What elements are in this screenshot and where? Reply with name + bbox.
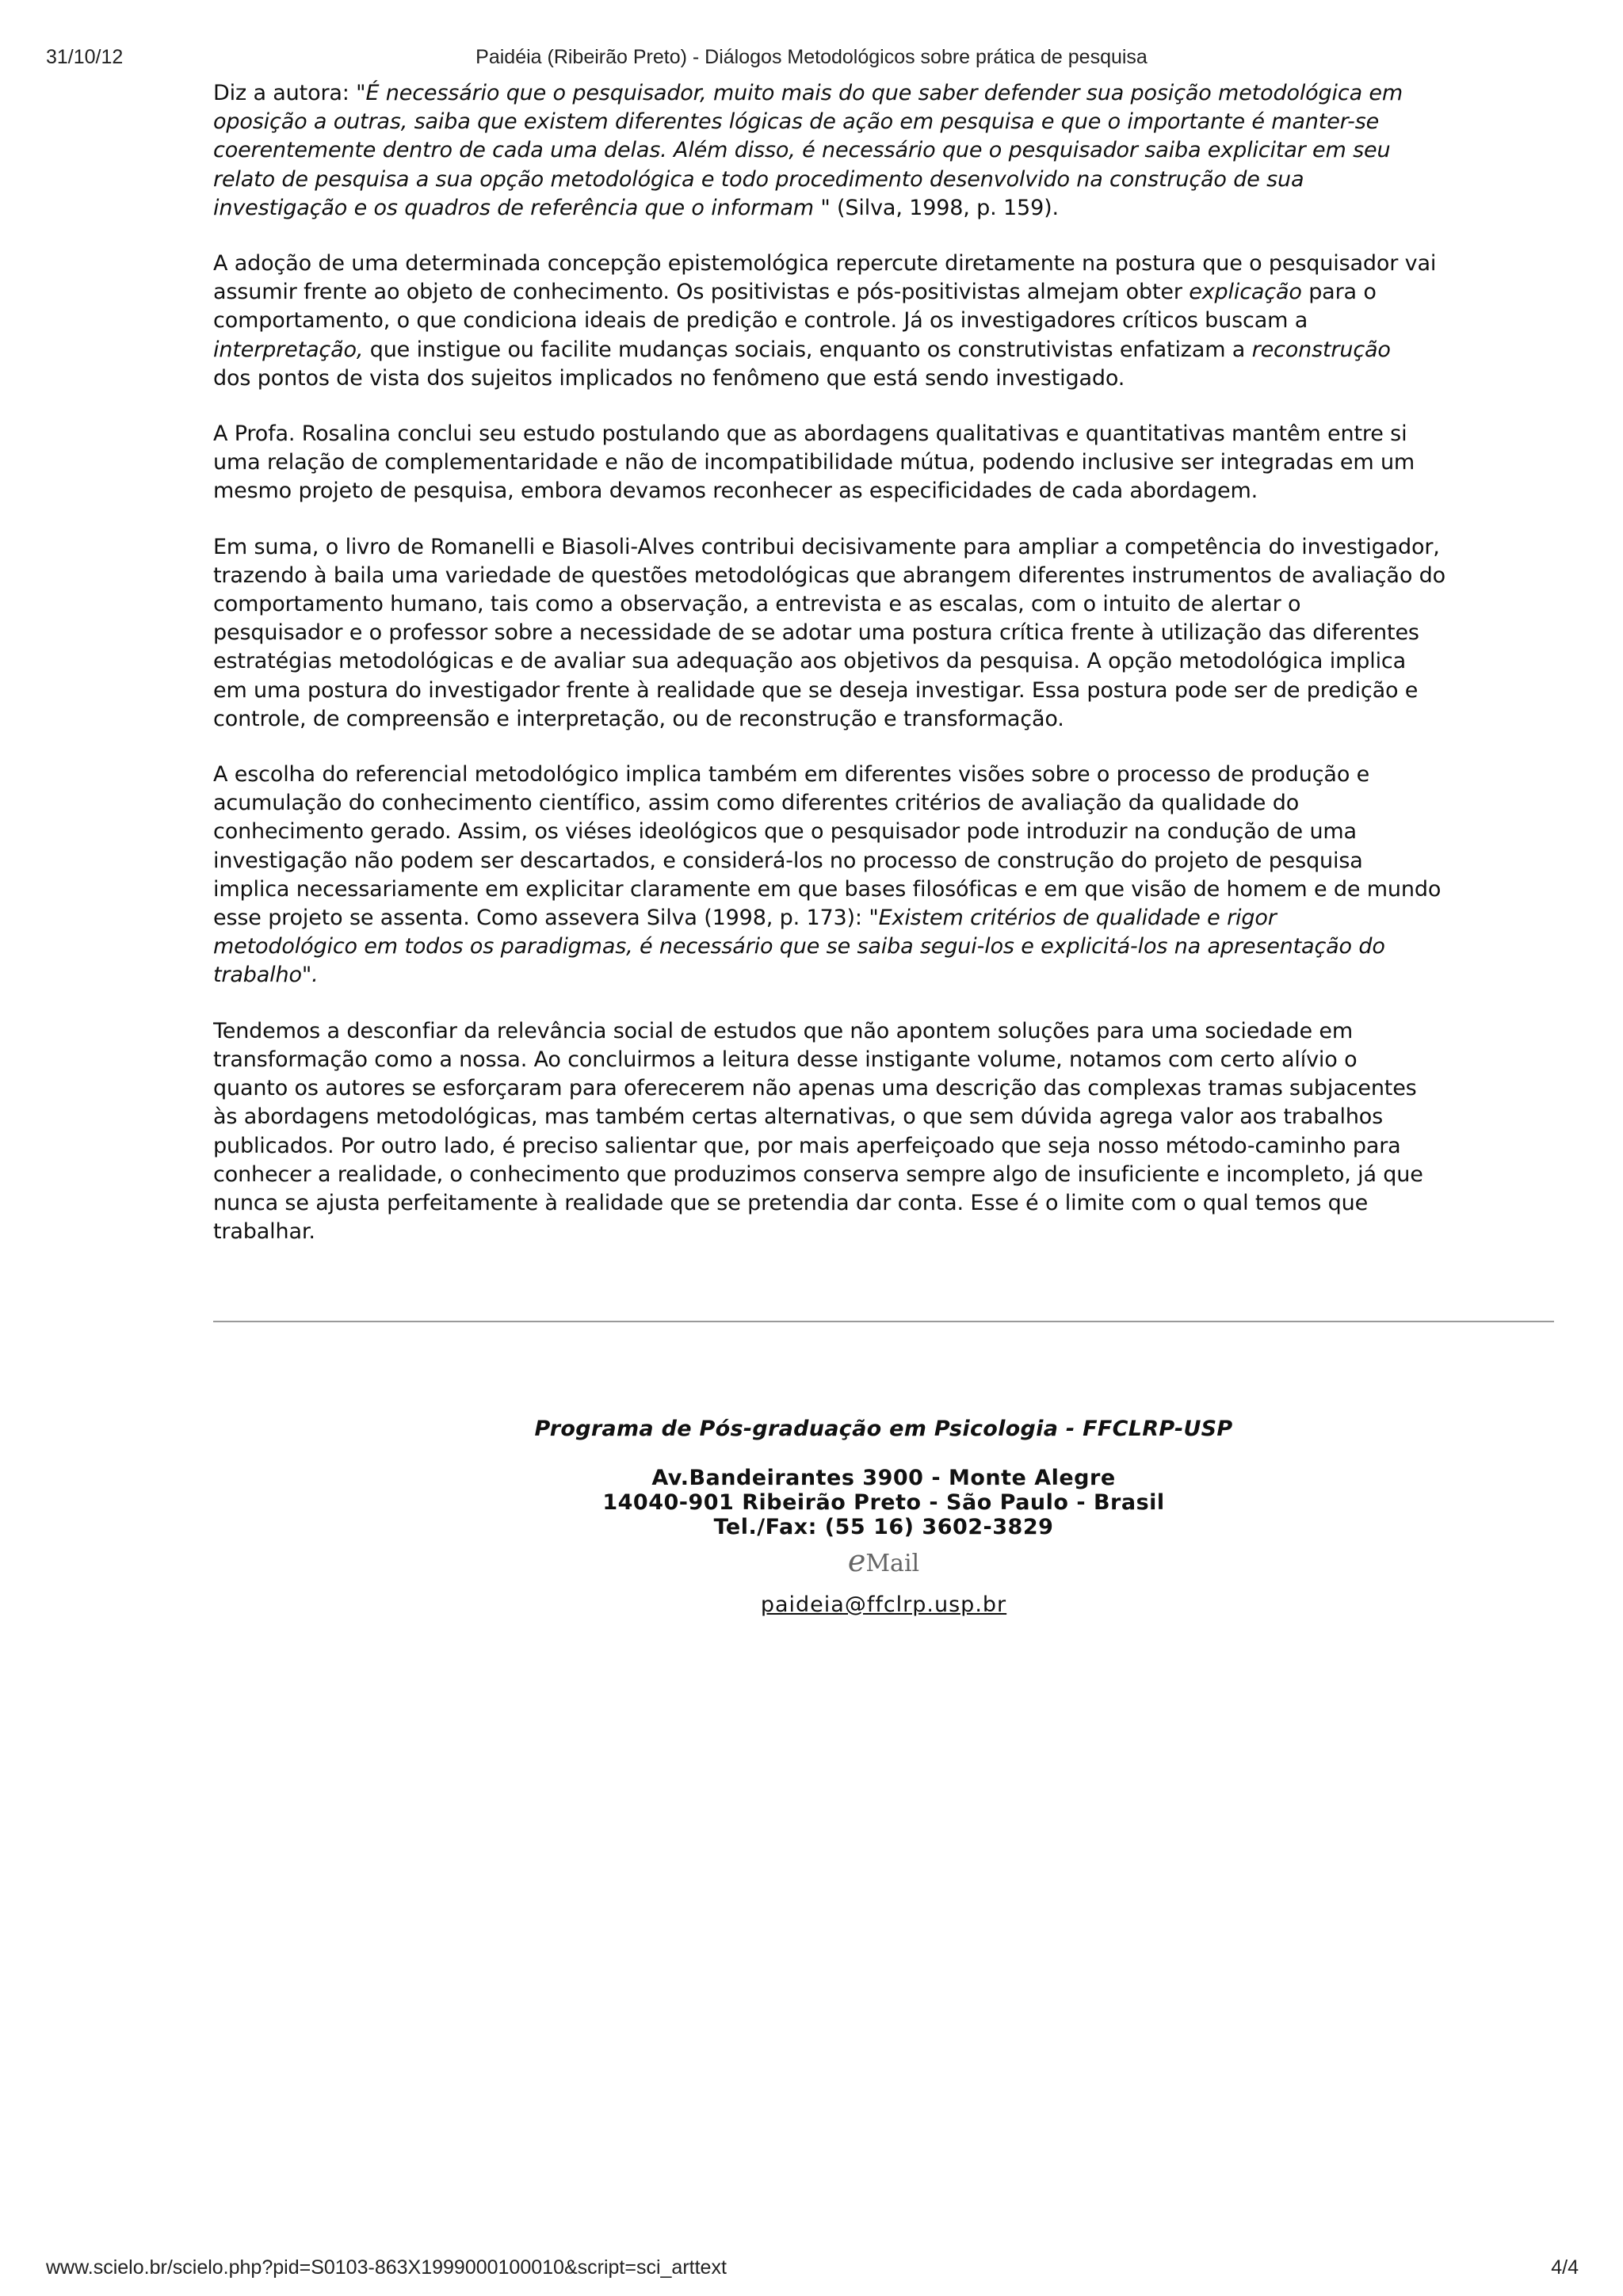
- email-icon[interactable]: eMail: [847, 1543, 920, 1578]
- text-run: que instigue ou facilite mudanças sociais, enquanto os construtivistas enfatizam a: [363, 337, 1252, 362]
- address-city: 14040-901 Ribeirão Preto - São Paulo - Brasil: [602, 1490, 1165, 1515]
- text-run: trabalhar.: [213, 1219, 315, 1245]
- email-link[interactable]: paideia@ffclrp.usp.br: [760, 1592, 1007, 1617]
- text-run: estratégias metodológicas e de avaliar sua adequação aos objetivos da pesquisa. A opção metodológica implica: [213, 649, 1407, 674]
- text-line: [213, 620, 1419, 645]
- text-run: esse projeto se assenta. Como assevera Silva (1998, p. 173):: [213, 906, 869, 931]
- text-run: em uma postura do investigador frente à realidade que se deseja investigar. Essa postura pode ser de predição e: [213, 677, 1419, 703]
- text-run: às abordagens metodológicas, mas também certas alternativas, o que sem dúvida agrega valor aos trabalhos: [213, 1104, 1384, 1130]
- text-run: conhecer a realidade, o conhecimento que produzimos conserva sempre algo de insuficiente e incompleto, já que: [213, 1161, 1423, 1187]
- text-run: controle, de compreensão e interpretação, ou de reconstrução e transformação.: [213, 706, 1064, 731]
- text-line: [213, 1047, 1357, 1072]
- paragraph: [213, 1017, 1554, 1247]
- text-run: acumulação do conhecimento científico, assim como diferentes critérios de avaliação da qualidade do: [213, 791, 1300, 816]
- italic-text: trabalho".: [213, 963, 319, 988]
- text-line: [213, 167, 1304, 192]
- text-line: [213, 819, 1357, 844]
- text-line: [213, 81, 1403, 105]
- text-line: [213, 280, 1377, 304]
- text-line: [213, 707, 1064, 731]
- italic-text: "É necessário que o pesquisador, muito mais do que saber defender sua posição metodológica em: [356, 81, 1403, 105]
- text-run: investigação não podem ser descartados, e considerá-los no processo de construção do projeto de pesquisa: [213, 848, 1363, 873]
- text-line: [213, 563, 1445, 588]
- text-run: comportamento, o que condiciona ideais de predição e controle. Já os investigadores críticos buscam a: [213, 308, 1308, 334]
- text-run: quanto os autores se esforçaram para oferecerem não apenas uma descrição das complexas tramas subjacentes: [213, 1076, 1417, 1101]
- text-line: [213, 138, 1390, 162]
- text-line: [213, 849, 1363, 873]
- text-line: [213, 649, 1406, 673]
- text-line: [213, 421, 1407, 446]
- phone-fax: Tel./Fax: (55 16) 3602-3829: [713, 1515, 1054, 1539]
- text-line: [213, 1162, 1423, 1187]
- text-line: [213, 934, 1385, 959]
- text-run: A escolha do referencial metodológico implica também em diferentes visões sobre o processo de produção e: [213, 762, 1370, 788]
- text-line: [213, 762, 1369, 787]
- program-name: Programa de Pós-graduação em Psicologia - FFCLRP-USP: [534, 1417, 1233, 1441]
- text-run: conhecimento gerado. Assim, os viéses ideológicos que o pesquisador pode introduzir na condução de uma: [213, 819, 1357, 845]
- text-run: dos pontos de vista dos sujeitos implicados no fenômeno que está sendo investigado.: [213, 365, 1125, 391]
- text-line: [213, 535, 1440, 559]
- text-line: [213, 1104, 1383, 1129]
- text-line: [213, 196, 1059, 220]
- text-run: transformação como a nossa. Ao concluirmos a leitura desse instigante volume, notamos com certo alívio o: [213, 1047, 1358, 1072]
- text-run: trazendo à baila uma variedade de questões metodológicas que abrangem diferentes instrumentos de avaliação do: [213, 563, 1445, 588]
- italic-text: interpretação,: [213, 337, 364, 362]
- paragraph: [213, 420, 1554, 506]
- text-line: [213, 366, 1125, 391]
- text-run: assumir frente ao objeto de conhecimento. Os positivistas e pós-positivistas almejam obter: [213, 280, 1190, 305]
- text-run: Em suma, o livro de Romanelli e Biasoli-Alves contribui decisivamente para ampliar a competência do investigador,: [213, 534, 1440, 559]
- text-line: [213, 877, 1441, 902]
- text-line: [213, 1076, 1417, 1100]
- text-line: [213, 906, 1277, 930]
- text-line: [213, 109, 1379, 134]
- text-line: [213, 1219, 315, 1244]
- text-run: mesmo projeto de pesquisa, embora devamos reconhecer as especificidades de cada abordagem.: [213, 479, 1258, 504]
- print-page-number: 4/4: [1551, 2256, 1579, 2279]
- text-line: [213, 1134, 1401, 1158]
- text-line: [213, 479, 1258, 503]
- text-run: A adoção de uma determinada concepção epistemológica repercute diretamente na postura que o pesquisador vai: [213, 251, 1437, 277]
- italic-text: metodológico em todos os paradigmas, é necessário que se saiba segui-los e explicitá-los na apresentação do: [213, 934, 1385, 959]
- paragraph: [213, 250, 1554, 393]
- text-run: nunca se ajusta perfeitamente à realidade que se pretendia dar conta. Esse é o limite com o qual temos que: [213, 1190, 1369, 1215]
- italic-text: reconstrução: [1251, 337, 1391, 362]
- text-run: uma relação de complementaridade e não de incompatibilidade mútua, podendo inclusive ser integradas em um: [213, 450, 1415, 475]
- paragraph: [213, 761, 1554, 990]
- text-line: [213, 678, 1418, 703]
- text-line: [213, 338, 1391, 362]
- address-block: [213, 1466, 1554, 1539]
- text-line: [213, 963, 319, 987]
- text-line: [213, 1191, 1368, 1215]
- paragraph: [213, 79, 1554, 223]
- italic-text: explicação: [1189, 280, 1302, 305]
- text-run: publicados. Por outro lado, é preciso salientar que, por mais aperfeiçoado que seja nosso método-caminho para: [213, 1133, 1401, 1158]
- italic-text: oposição a outras, saiba que existem diferentes lógicas de ação em pesquisa e que o importante é manter-se: [213, 109, 1380, 135]
- italic-text: "Existem critérios de qualidade e rigor: [869, 906, 1277, 931]
- text-run: Tendemos a desconfiar da relevância social de estudos que não apontem soluções para uma sociedade em: [213, 1018, 1354, 1043]
- text-run: implica necessariamente em explicitar claramente em que bases filosóficas e em que visão de homem e de mundo: [213, 876, 1442, 902]
- text-run: " (Silva, 1998, p. 159).: [820, 195, 1059, 220]
- text-line: [213, 592, 1300, 616]
- text-run: Diz a autora:: [213, 81, 357, 105]
- print-page-title: Paidéia (Ribeirão Preto) - Diálogos Metodológicos sobre prática de pesquisa: [475, 46, 1148, 68]
- print-source-url: www.scielo.br/scielo.php?pid=S0103-863X1999000100010&script=sci_arttext: [46, 2256, 727, 2279]
- text-line: [213, 251, 1436, 276]
- italic-text: coerentemente dentro de cada uma delas. Além disso, é necessário que o pesquisador saiba explicitar em seu: [213, 138, 1391, 163]
- text-run: pesquisador e o professor sobre a necessidade de se adotar uma postura crítica frente à utilização das diferentes: [213, 620, 1419, 646]
- footer-divider: [213, 1321, 1554, 1322]
- print-date: 31/10/12: [46, 46, 124, 68]
- text-line: [213, 450, 1415, 475]
- italic-text: investigação e os quadros de referência que o informam: [213, 195, 821, 220]
- article-body: [213, 79, 1554, 1273]
- text-line: [213, 1019, 1353, 1043]
- address-street: Av.Bandeirantes 3900 - Monte Alegre: [651, 1466, 1116, 1490]
- italic-text: relato de pesquisa a sua opção metodológica e todo procedimento desenvolvido na construção de sua: [213, 166, 1304, 192]
- text-run: para o: [1301, 280, 1377, 305]
- text-line: [213, 791, 1299, 815]
- text-line: [213, 308, 1308, 333]
- text-run: comportamento humano, tais como a observação, a entrevista e as escalas, com o intuito de alertar o: [213, 592, 1301, 617]
- text-run: A Profa. Rosalina conclui seu estudo postulando que as abordagens qualitativas e quantitativas mantêm entre si: [213, 421, 1407, 447]
- paragraph: [213, 533, 1554, 734]
